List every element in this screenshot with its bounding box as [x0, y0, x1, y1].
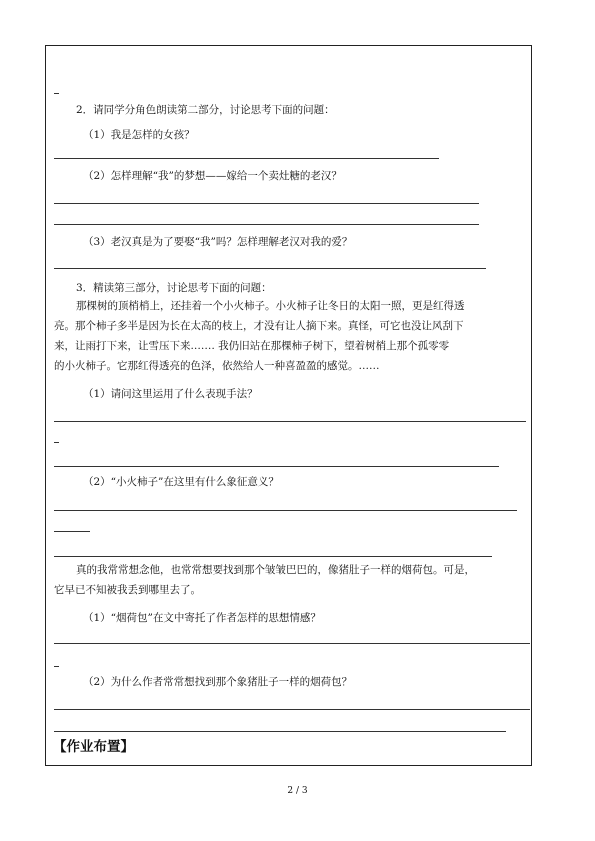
worksheet-frame	[45, 45, 532, 766]
passage-line: 那棵树的顶梢梢上，还挂着一个小火柿子。小火柿子让冬日的太阳一照，更是红得透	[76, 300, 465, 312]
question-3-sub1: （1）请问这里运用了什么表现手法？	[83, 388, 258, 400]
question-2-sub3: （3）老汉真是为了要娶“我”吗？怎样理解老汉对我的爱？	[83, 236, 353, 248]
page-number: 2 / 3	[287, 786, 308, 796]
answer-line[interactable]	[54, 531, 90, 532]
question-4-sub2: （2）为什么作者常常想找到那个象猪肚子一样的烟荷包？	[83, 676, 353, 688]
question-3-sub2: （2）“小火柿子”在这里有什么象征意义？	[83, 476, 279, 488]
question-3-prompt: 3．精读第三部分，讨论思考下面的问题：	[76, 282, 272, 294]
answer-line[interactable]	[54, 268, 486, 269]
answer-line[interactable]	[54, 731, 506, 732]
answer-line[interactable]	[54, 643, 530, 644]
answer-line[interactable]	[54, 709, 530, 710]
passage-line: 的小火柿子。它那红得透亮的色泽，依然给人一种喜盈盈的感觉。……	[54, 360, 380, 372]
answer-line[interactable]	[54, 466, 499, 467]
passage-line: 来，让雨打下来，让雪压下来.…… 我仍旧站在那棵柿子树下，望着树梢上那个孤零零	[54, 340, 450, 352]
answer-line[interactable]	[54, 421, 526, 422]
question-2-sub1: （1）我是怎样的女孩？	[83, 129, 195, 141]
answer-line[interactable]	[54, 442, 59, 443]
homework-heading: 【作业布置】	[53, 739, 134, 755]
answer-line[interactable]	[54, 203, 479, 204]
answer-line	[54, 93, 59, 94]
question-2-sub2: （2）怎样理解“我”的梦想——嫁给一个卖灶糖的老汉？	[83, 170, 342, 182]
answer-line[interactable]	[54, 224, 479, 225]
answer-line[interactable]	[54, 158, 439, 159]
passage-line: 它早已不知被我丢到哪里去了。	[54, 584, 201, 596]
passage-line: 亮。那个柿子多半是因为长在太高的枝上，才没有让人摘下来。真怪，可它也没让风刮下	[54, 320, 464, 332]
answer-line[interactable]	[54, 510, 517, 511]
question-2-prompt: 2．请同学分角色朗读第二部分，讨论思考下面的问题：	[76, 104, 335, 116]
answer-line[interactable]	[54, 556, 492, 557]
passage-line: 真的我常常想念他，也常常想要找到那个皱皱巴巴的，像猪肚子一样的烟荷包。可是，	[76, 564, 475, 576]
answer-line[interactable]	[54, 666, 59, 667]
question-4-sub1: （1）“烟荷包”在文中寄托了作者怎样的思想情感？	[83, 612, 321, 624]
